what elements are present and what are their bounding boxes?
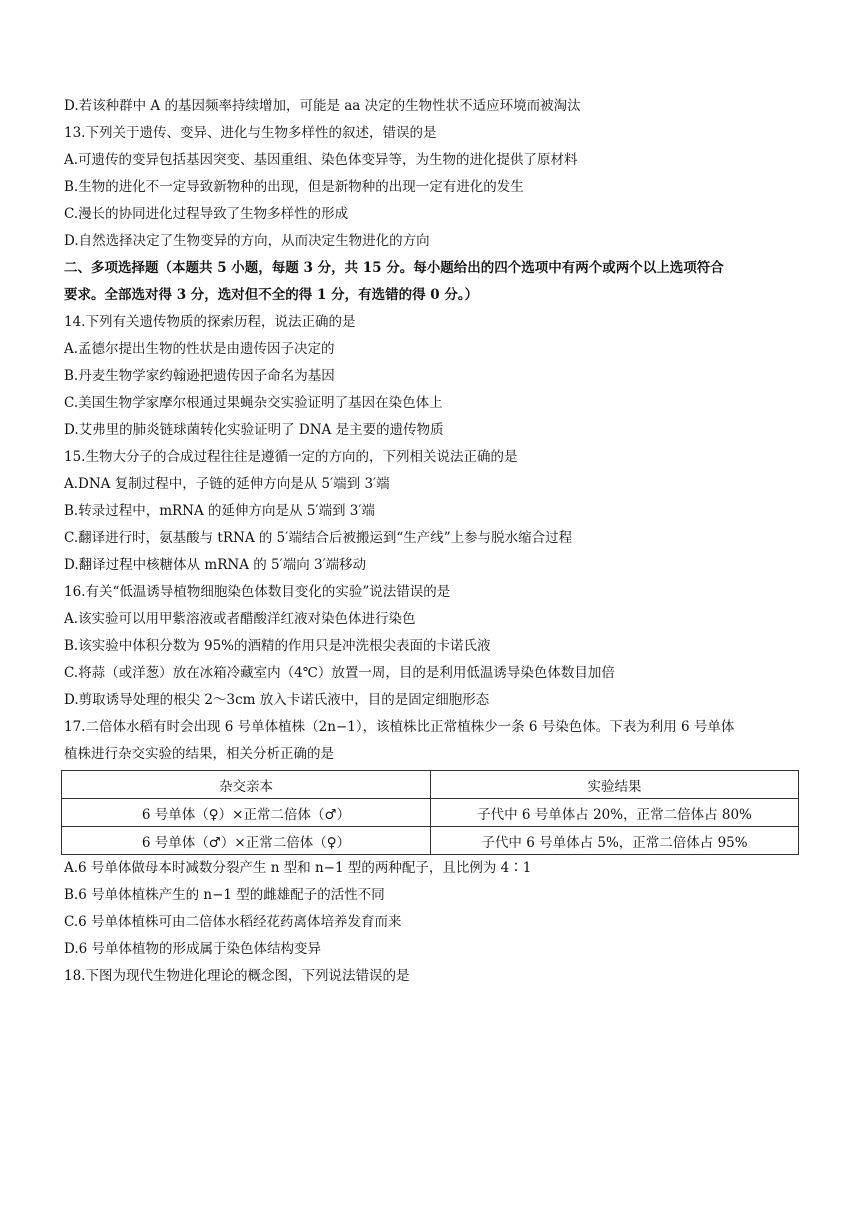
option-14b: B.丹麦生物学家约翰逊把遗传因子命名为基因 xyxy=(64,368,335,384)
option-15c: C.翻译进行时，氨基酸与 tRNA 的 5′端结合后被搬运到“生产线”上参与脱水缩合过程 xyxy=(64,530,573,546)
option-15a: A.DNA 复制过程中，子链的延伸方向是从 5′端到 3′端 xyxy=(64,476,390,492)
cross-experiment-table xyxy=(61,770,799,855)
question-15-stem: 15.生物大分子的合成过程往往是遵循一定的方向的，下列相关说法正确的是 xyxy=(64,449,518,465)
option-17d: D.6 号单体植物的形成属于染色体结构变异 xyxy=(64,941,322,957)
table-header-cell: 实验结果 xyxy=(431,771,799,799)
question-13-stem: 13.下列关于遗传、变异、进化与生物多样性的叙述，错误的是 xyxy=(64,125,437,141)
option-13b: B.生物的进化不一定导致新物种的出现，但是新物种的出现一定有进化的发生 xyxy=(64,179,524,195)
table-cell: 子代中 6 号单体占 20%，正常二倍体占 80% xyxy=(431,799,799,827)
option-13a: A.可遗传的变异包括基因突变、基因重组、染色体变异等，为生物的进化提供了原材料 xyxy=(64,152,578,168)
table-row xyxy=(62,827,799,855)
option-14c: C.美国生物学家摩尔根通过果蝇杂交实验证明了基因在染色体上 xyxy=(64,395,443,411)
question-17-stem-line1: 17.二倍体水稻有时会出现 6 号单体植株（2n−1），该植株比正常植株少一条 6 号染色体。下表为利用 6 号单体 xyxy=(64,719,735,735)
table-cell: 6 号单体（♀）×正常二倍体（♂） xyxy=(62,799,431,827)
option-14a: A.孟德尔提出生物的性状是由遗传因子决定的 xyxy=(64,341,335,357)
question-14-stem: 14.下列有关遗传物质的探索历程，说法正确的是 xyxy=(64,314,356,330)
option-17b: B.6 号单体植株产生的 n−1 型的雌雄配子的活性不同 xyxy=(64,887,385,903)
option-16a: A.该实验可以用甲紫溶液或者醋酸洋红液对染色体进行染色 xyxy=(64,611,416,627)
section-2-instructions: 要求。全部选对得 3 分，选对但不全的得 1 分，有选错的得 0 分。） xyxy=(64,287,479,303)
option-13c: C.漫长的协同进化过程导致了生物多样性的形成 xyxy=(64,206,349,222)
option-15b: B.转录过程中，mRNA 的延伸方向是从 5′端到 3′端 xyxy=(64,503,375,519)
question-16-stem: 16.有关“低温诱导植物细胞染色体数目变化的实验”说法错误的是 xyxy=(64,584,451,600)
option-16d: D.剪取诱导处理的根尖 2～3cm 放入卡诺氏液中，目的是固定细胞形态 xyxy=(64,692,490,708)
option-14d: D.艾弗里的肺炎链球菌转化实验证明了 DNA 是主要的遗传物质 xyxy=(64,422,444,438)
table-row xyxy=(62,799,799,827)
option-12d: D.若该种群中 A 的基因频率持续增加，可能是 aa 决定的生物性状不适应环境而被淘汰 xyxy=(64,98,581,114)
table-header-cell: 杂交亲本 xyxy=(62,771,431,799)
question-18-stem: 18.下图为现代生物进化理论的概念图，下列说法错误的是 xyxy=(64,968,410,984)
table-header-row xyxy=(62,771,799,799)
option-15d: D.翻译过程中核糖体从 mRNA 的 5′端向 3′端移动 xyxy=(64,557,367,573)
question-17-stem-line2: 植株进行杂交实验的结果，相关分析正确的是 xyxy=(64,746,334,762)
table-cell: 6 号单体（♂）×正常二倍体（♀） xyxy=(62,827,431,855)
option-13d: D.自然选择决定了生物变异的方向，从而决定生物进化的方向 xyxy=(64,233,430,249)
option-17a: A.6 号单体做母本时减数分裂产生 n 型和 n−1 型的两种配子，且比例为 4∶1 xyxy=(64,860,532,876)
option-16b: B.该实验中体积分数为 95%的酒精的作用只是冲洗根尖表面的卡诺氏液 xyxy=(64,638,491,654)
option-16c: C.将蒜（或洋葱）放在冰箱冷藏室内（4℃）放置一周，目的是利用低温诱导染色体数目加倍 xyxy=(64,665,615,681)
table-cell: 子代中 6 号单体占 5%，正常二倍体占 95% xyxy=(431,827,799,855)
option-17c: C.6 号单体植株可由二倍体水稻经花药离体培养发育而来 xyxy=(64,914,402,930)
section-2-heading: 二、多项选择题（本题共 5 小题，每题 3 分，共 15 分。每小题给出的四个选项中有两个或两个以上选项符合 xyxy=(64,260,724,276)
